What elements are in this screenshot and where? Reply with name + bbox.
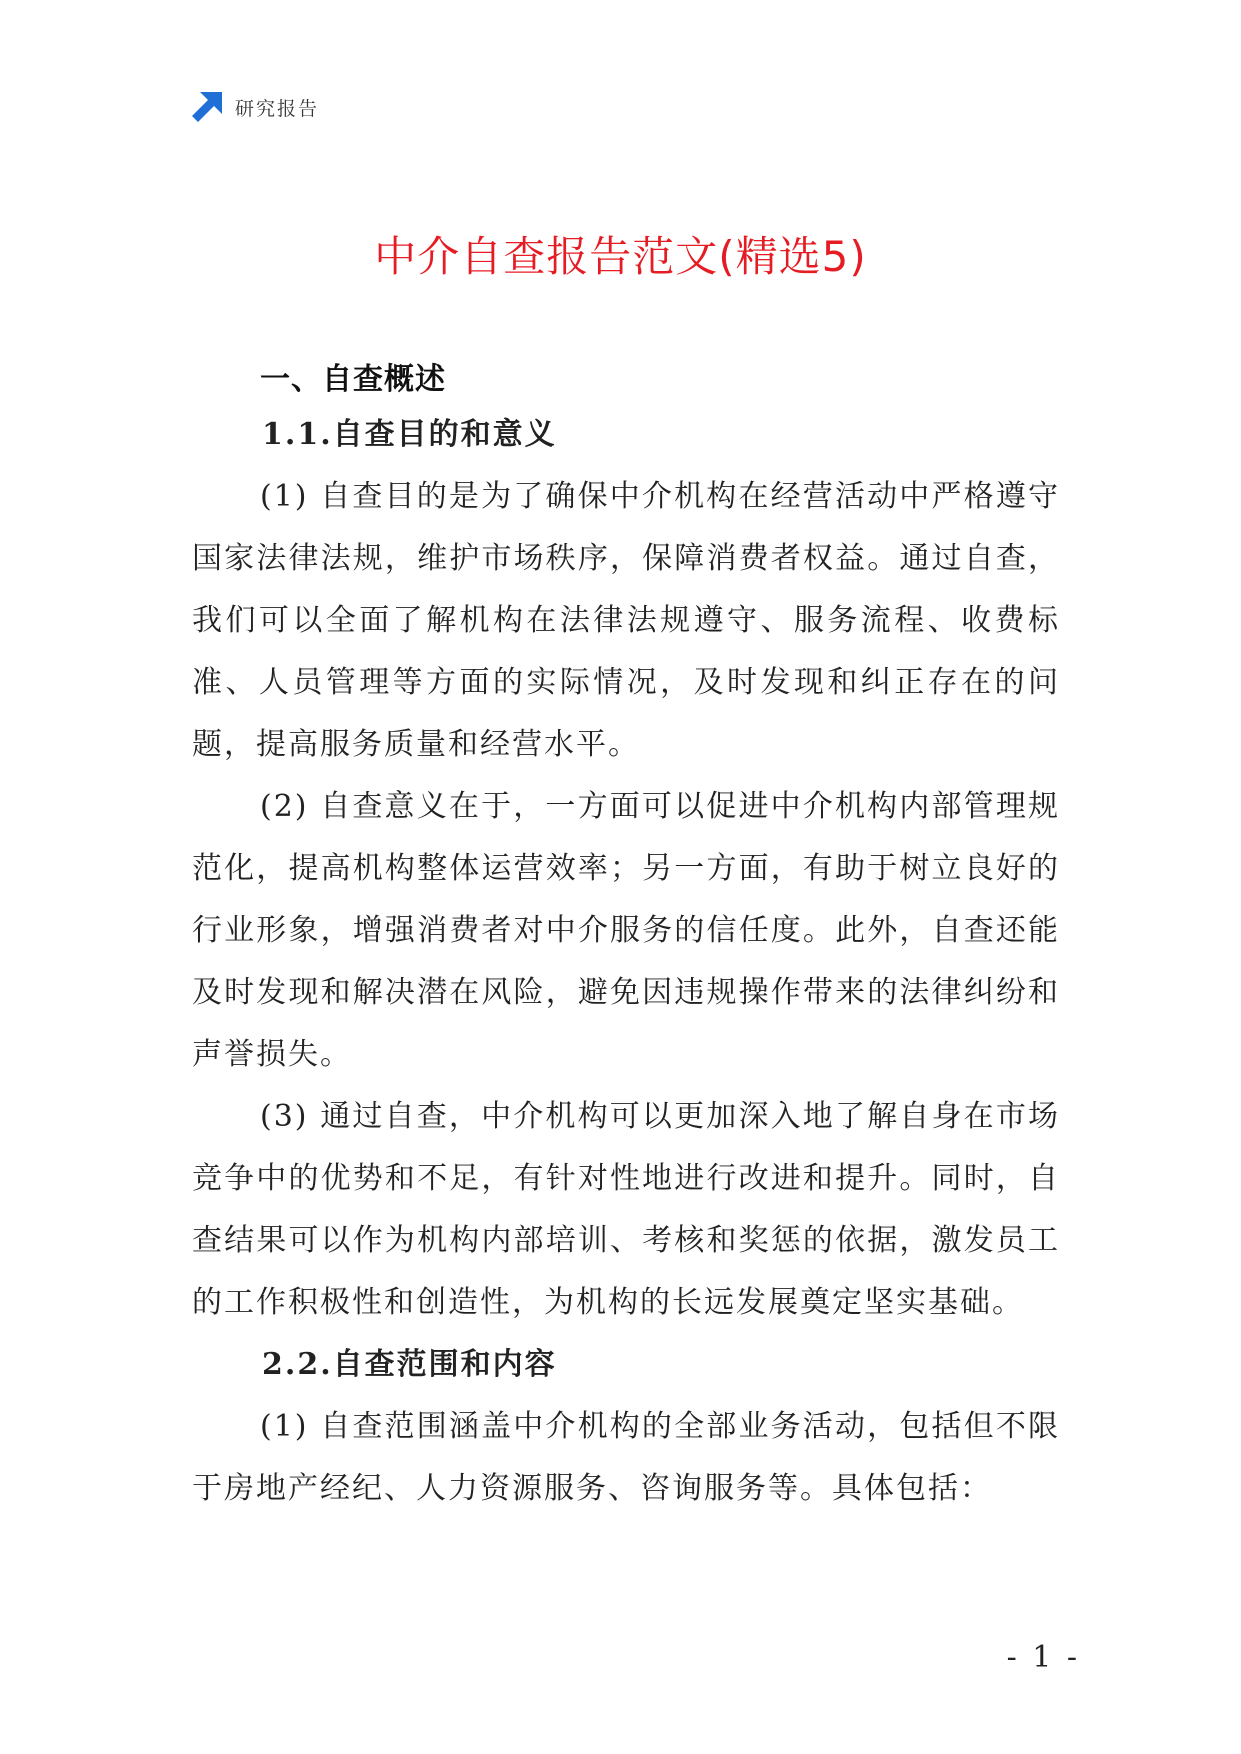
section-heading-overview: 一、自查概述 xyxy=(260,362,446,397)
paragraph-scope-1: (1) 自查范围涵盖中介机构的全部业务活动，包括但不限于房地产经纪、人力资源服务、咨询服务等。具体包括： xyxy=(192,1409,1060,1506)
document-title: 中介自查报告范文(精选5) xyxy=(374,232,867,281)
paragraph-purpose-2: (2) 自查意义在于，一方面可以促进中介机构内部管理规范化，提高机构整体运营效率；另一方面，有助于树立良好的行业形象，增强消费者对中介服务的信任度。此外，自查还能及时发现和解决潜在风险，避免因违规操作带来的法律纠纷和声誉损失。 xyxy=(192,789,1060,1072)
page-number: - 1 - xyxy=(1006,1640,1080,1675)
subsection-heading-purpose: 1.1.自查目的和意义 xyxy=(262,417,557,452)
document-body xyxy=(192,356,1060,1520)
arrow-up-right-icon xyxy=(192,92,222,122)
subsection-heading-scope: 2.2.自查范围和内容 xyxy=(262,1347,557,1382)
paragraph-purpose-1: (1) 自查目的是为了确保中介机构在经营活动中严格遵守国家法律法规，维护市场秩序，保障消费者权益。通过自查，我们可以全面了解机构在法律法规遵守、服务流程、收费标准、人员管理等方面的实际情况，及时发现和纠正存在的问题，提高服务质量和经营水平。 xyxy=(192,479,1060,762)
paragraph-purpose-3: (3) 通过自查，中介机构可以更加深入地了解自身在市场竞争中的优势和不足，有针对性地进行改进和提升。同时，自查结果可以作为机构内部培训、考核和奖惩的依据，激发员工的工作积极性和创造性，为机构的长远发展奠定坚实基础。 xyxy=(192,1099,1060,1320)
header-label: 研究报告 xyxy=(235,97,320,120)
page-header xyxy=(192,90,319,124)
